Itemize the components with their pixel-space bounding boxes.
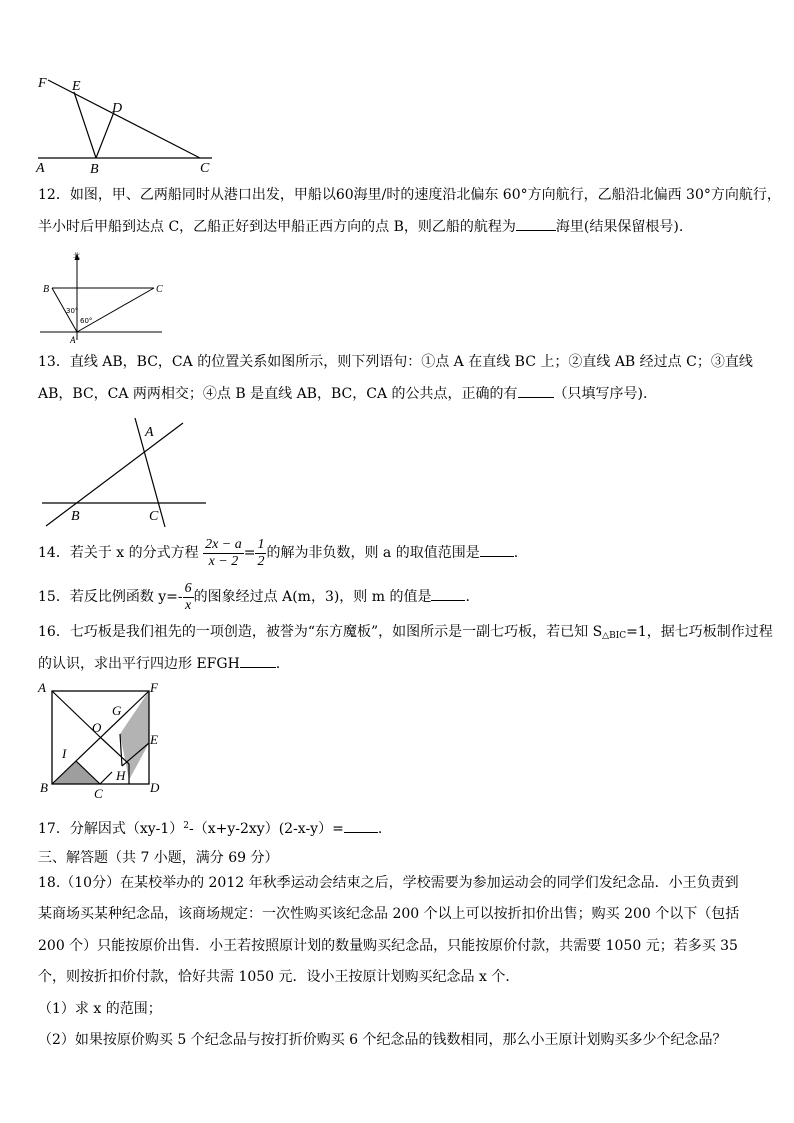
q18-sub2: （2）如果按原价购买 5 个纪念品与按打折价购买 6 个纪念品的钱数相同，那么小王原计划购买多少个纪念品？ <box>38 1032 727 1048</box>
q17-end: . <box>377 821 383 837</box>
q12-line1: 12．如图，甲、乙两船同时从港口出发，甲船以60海里/时的速度沿北偏东 60°方向航行，乙船沿北偏西 30°方向航行， <box>38 187 781 203</box>
label-F: F <box>150 680 158 695</box>
q14-fraction-right <box>255 537 266 570</box>
label-C: C <box>200 161 210 176</box>
label-angle-30: 30° <box>66 307 79 315</box>
q18-line3: 200 个）只能按原价出售．小王若按照原计划的数量购买纪念品，只能按原价付款，共需要 1050 元；若多买 35 <box>38 938 738 954</box>
q15-answer-blank[interactable] <box>431 587 465 601</box>
q14-suffix: 的解为非负数，则 a 的取值范围是 <box>266 545 480 561</box>
q18-line4: 个，则按折扣价付款，恰好共需 1050 元．设小王按原计划购买纪念品 x 个． <box>38 969 520 985</box>
label-north: 北 <box>73 252 80 260</box>
q14-prefix: 14．若关于 x 的分式方程 <box>38 545 199 561</box>
label-A: A <box>36 161 45 176</box>
q12-line2-b: 海里(结果保留根号). <box>555 219 684 235</box>
label-E: E <box>72 79 81 94</box>
label-B: B <box>90 162 99 176</box>
label-O: O <box>92 720 102 735</box>
q14-end: . <box>513 545 519 561</box>
q13-line2-a: AB，BC，CA 两两相交；④点 B 是直线 AB，BC，CA 的公共点，正确的有 <box>38 386 518 402</box>
figure-q12 <box>36 248 168 346</box>
label-H: H <box>116 768 126 783</box>
q15 <box>38 578 470 616</box>
q16-line1-b: =1，据七巧板制作过程 <box>626 624 773 640</box>
label-C: C <box>149 509 159 524</box>
q16-line2-b: . <box>275 656 281 672</box>
q15-suffix: 的图象经过点 A(m，3)，则 m 的值是 <box>193 589 432 605</box>
label-D: D <box>112 101 123 116</box>
label-F: F <box>38 76 47 91</box>
q18-line1: 18.（10分）在某校举办的 2012 年秋季运动会结束之后，学校需要为参加运动会的同学们发纪念品．小王负责到 <box>38 875 739 891</box>
q12-line2 <box>38 217 683 237</box>
label-D: D <box>150 780 160 795</box>
q13-answer-blank[interactable] <box>518 384 554 398</box>
q16-line1 <box>38 622 773 646</box>
q16-line2 <box>38 654 280 674</box>
q14-fraction-left <box>203 537 244 570</box>
q14-equals: = <box>243 545 256 561</box>
q17-prefix: 17．分解因式（xy-1） <box>38 821 184 837</box>
section-3-heading: 三、解答题（共 7 小题，满分 69 分） <box>38 850 279 866</box>
q13-line2-b: （只填写序号). <box>553 386 648 402</box>
q16-triangle-subscript: △BIC <box>602 631 627 641</box>
q14 <box>38 534 518 572</box>
q14-frac1-num: 2x − a <box>205 536 242 552</box>
q15-fraction <box>183 581 194 614</box>
q15-frac-den: x <box>185 597 192 613</box>
q17-answer-blank[interactable] <box>344 819 378 833</box>
label-angle-60: 60° <box>80 317 93 325</box>
label-C: C <box>156 284 163 295</box>
q17-middle: -（x+y-2xy）(2-x-y）= <box>189 821 344 837</box>
label-A: A <box>145 425 154 440</box>
q17 <box>38 816 382 839</box>
figure-q13 <box>38 414 212 530</box>
label-G: G <box>112 703 122 718</box>
q12-answer-blank[interactable] <box>516 217 556 231</box>
q18-sub1: （1）求 x 的范围； <box>38 1001 162 1017</box>
q17-exponent: 2 <box>183 821 189 831</box>
q14-answer-blank[interactable] <box>480 543 514 557</box>
q16-answer-blank[interactable] <box>240 654 276 668</box>
q18-line2: 某商场买某种纪念品，该商场规定：一次性购买该纪念品 200 个以上可以按折扣价出售；购买 200 个以下（包括 <box>38 906 740 922</box>
q13-line1: 13．直线 AB，BC，CA 的位置关系如图所示，则下列语句：①点 A 在直线 BC 上；②直线 AB 经过点 C；③直线 <box>38 354 753 370</box>
figure-q16-tangram <box>34 680 170 802</box>
figure-q11 <box>30 72 230 176</box>
q14-frac2-den: 2 <box>257 553 265 569</box>
label-A: A <box>70 335 76 345</box>
q15-end: . <box>465 589 470 605</box>
label-I: I <box>62 746 67 761</box>
label-A: A <box>38 680 46 695</box>
q16-line1-a: 16．七巧板是我们祖先的一项创造，被誉为“东方魔板”，如图所示是一副七巧板，若已知 S <box>38 624 603 640</box>
q15-prefix: 15．若反比例函数 y=- <box>38 589 183 605</box>
q16-line2-a: 的认识，求出平行四边形 EFGH <box>38 656 240 672</box>
label-B: B <box>43 284 50 295</box>
label-B: B <box>71 509 80 524</box>
q14-frac1-den: x − 2 <box>208 553 239 569</box>
q15-frac-num: 6 <box>184 580 192 596</box>
label-B: B <box>40 780 48 795</box>
q14-frac2-num: 1 <box>257 536 265 552</box>
q13-line2 <box>38 384 647 404</box>
label-C: C <box>94 786 103 801</box>
q12-line2-a: 半小时后甲船到达点 C，乙船正好到达甲船正西方向的点 B，则乙船的航程为 <box>38 219 516 235</box>
label-E: E <box>150 732 158 747</box>
